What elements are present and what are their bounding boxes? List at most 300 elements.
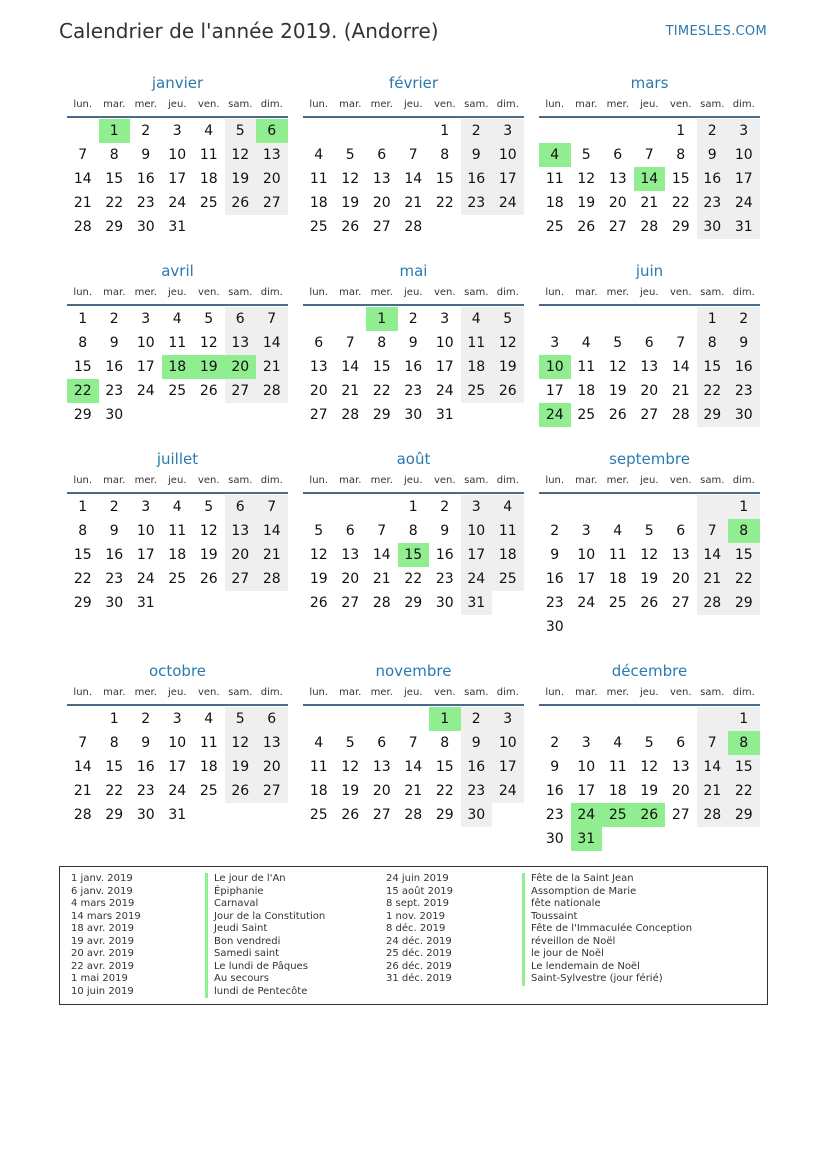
day-cell: 26 bbox=[341, 807, 360, 823]
day-cell: 22 bbox=[728, 567, 760, 591]
empty-cell bbox=[634, 495, 666, 519]
weekday-header bbox=[539, 94, 760, 118]
holiday-cell: 10 bbox=[539, 355, 571, 379]
day-cell: 2 bbox=[408, 311, 418, 327]
day-cell: 21 bbox=[404, 783, 423, 799]
empty-cell bbox=[67, 119, 99, 143]
day-cell: 22 bbox=[435, 195, 454, 211]
empty-cell bbox=[602, 119, 634, 143]
legend-names-right bbox=[522, 873, 692, 986]
legend-date: 8 déc. 2019 bbox=[386, 923, 446, 934]
day-cell: 3 bbox=[172, 711, 182, 727]
empty-cell bbox=[665, 707, 697, 731]
weekday-label: sam. bbox=[464, 287, 489, 298]
day-cell: 6 bbox=[345, 523, 355, 539]
day-cell: 25 bbox=[199, 195, 218, 211]
day-cell: 3 bbox=[581, 523, 591, 539]
legend-holiday-name: Fête de la Saint Jean bbox=[522, 873, 692, 886]
day-cell: 30 bbox=[136, 219, 155, 235]
day-cell: 28 bbox=[372, 595, 391, 611]
legend-holiday-name: Bon vendredi bbox=[205, 936, 325, 949]
day-cell: 27 bbox=[341, 595, 360, 611]
day-cell: 9 bbox=[697, 143, 729, 167]
weekday-label: lun. bbox=[73, 475, 93, 486]
empty-cell bbox=[634, 307, 666, 331]
legend-holiday-name: lundi de Pentecôte bbox=[205, 986, 325, 999]
weekday-label: mer. bbox=[606, 475, 629, 486]
day-cell: 26 bbox=[309, 595, 328, 611]
day-cell: 19 bbox=[608, 383, 627, 399]
day-cell: 4 bbox=[581, 335, 591, 351]
day-cell: 27 bbox=[640, 407, 659, 423]
weekday-label: ven. bbox=[197, 475, 220, 486]
weekday-label: mar. bbox=[575, 687, 598, 698]
holiday-cell: 31 bbox=[571, 827, 603, 851]
legend-date: 4 mars 2019 bbox=[71, 898, 135, 909]
weekday-label: lun. bbox=[309, 99, 329, 110]
empty-cell bbox=[571, 707, 603, 731]
day-cell: 2 bbox=[141, 123, 151, 139]
day-cell: 13 bbox=[256, 731, 288, 755]
day-cell: 4 bbox=[613, 735, 623, 751]
weekday-label: mar. bbox=[575, 475, 598, 486]
day-cell: 26 bbox=[225, 191, 257, 215]
empty-cell bbox=[335, 307, 367, 331]
month-name: avril bbox=[161, 262, 194, 280]
day-cell: 25 bbox=[199, 783, 218, 799]
day-cell: 1 bbox=[440, 123, 450, 139]
empty-cell bbox=[634, 827, 666, 851]
day-cell: 19 bbox=[309, 571, 328, 587]
weekday-label: mar. bbox=[575, 287, 598, 298]
day-cell: 16 bbox=[136, 759, 155, 775]
day-cell: 26 bbox=[640, 595, 659, 611]
weekday-label: mer. bbox=[606, 99, 629, 110]
day-cell: 8 bbox=[109, 147, 119, 163]
day-cell: 7 bbox=[78, 147, 88, 163]
empty-cell bbox=[571, 615, 603, 639]
empty-cell bbox=[256, 803, 288, 827]
empty-cell bbox=[634, 615, 666, 639]
weekday-label: mer. bbox=[606, 287, 629, 298]
empty-cell bbox=[225, 215, 257, 239]
weekday-label: dim. bbox=[496, 475, 519, 486]
day-cell: 9 bbox=[440, 523, 450, 539]
day-cell: 1 bbox=[728, 707, 760, 731]
day-cell: 20 bbox=[671, 783, 690, 799]
day-cell: 17 bbox=[168, 759, 187, 775]
day-cell: 22 bbox=[671, 195, 690, 211]
empty-cell bbox=[366, 707, 398, 731]
empty-cell bbox=[728, 615, 760, 639]
day-cell: 12 bbox=[640, 547, 659, 563]
day-cell: 3 bbox=[141, 311, 151, 327]
month-name: juin bbox=[635, 262, 664, 280]
legend-holiday-name: Saint-Sylvestre (jour férié) bbox=[522, 973, 692, 986]
day-cell: 23 bbox=[728, 379, 760, 403]
day-cell: 20 bbox=[372, 195, 391, 211]
weekday-label: jeu. bbox=[168, 99, 187, 110]
weekday-label: mar. bbox=[339, 687, 362, 698]
empty-cell bbox=[335, 119, 367, 143]
day-cell: 26 bbox=[225, 779, 257, 803]
day-cell: 31 bbox=[136, 595, 155, 611]
weekday-header bbox=[539, 470, 760, 494]
empty-cell bbox=[728, 827, 760, 851]
holiday-cell: 8 bbox=[728, 519, 760, 543]
day-cell: 4 bbox=[172, 499, 182, 515]
empty-cell bbox=[256, 215, 288, 239]
month-name: décembre bbox=[611, 662, 688, 680]
legend-date: 18 avr. 2019 bbox=[71, 923, 134, 934]
day-cell: 24 bbox=[728, 191, 760, 215]
day-cell: 9 bbox=[408, 335, 418, 351]
day-cell: 16 bbox=[136, 171, 155, 187]
empty-cell bbox=[539, 495, 571, 519]
day-cell: 18 bbox=[577, 383, 596, 399]
weekday-label: dim. bbox=[732, 287, 755, 298]
day-cell: 26 bbox=[577, 219, 596, 235]
weekday-header bbox=[303, 682, 524, 706]
day-cell: 28 bbox=[697, 591, 729, 615]
legend-holiday-name: Le lundi de Pâques bbox=[205, 961, 325, 974]
day-cell: 21 bbox=[256, 355, 288, 379]
month-mai bbox=[303, 260, 524, 427]
day-cell: 21 bbox=[256, 543, 288, 567]
day-cell: 20 bbox=[225, 543, 257, 567]
day-grid bbox=[67, 306, 288, 427]
legend-date: 26 déc. 2019 bbox=[386, 960, 452, 972]
weekday-label: dim. bbox=[496, 99, 519, 110]
legend-date: 8 sept. 2019 bbox=[386, 898, 449, 909]
day-grid bbox=[539, 118, 760, 239]
day-cell: 23 bbox=[545, 595, 564, 611]
day-cell: 30 bbox=[728, 403, 760, 427]
day-cell: 24 bbox=[461, 567, 493, 591]
day-cell: 2 bbox=[728, 307, 760, 331]
holiday-cell: 24 bbox=[539, 403, 571, 427]
day-cell: 3 bbox=[141, 499, 151, 515]
day-cell: 11 bbox=[199, 147, 218, 163]
empty-cell bbox=[697, 495, 729, 519]
weekday-header bbox=[303, 282, 524, 306]
legend-holiday-name: Jeudi Saint bbox=[205, 923, 325, 936]
day-cell: 13 bbox=[608, 171, 627, 187]
day-cell: 5 bbox=[225, 119, 257, 143]
day-cell: 25 bbox=[309, 219, 328, 235]
weekday-label: lun. bbox=[309, 687, 329, 698]
day-cell: 4 bbox=[492, 495, 524, 519]
day-cell: 14 bbox=[256, 331, 288, 355]
day-cell: 9 bbox=[461, 731, 493, 755]
month-septembre bbox=[539, 448, 760, 639]
day-grid bbox=[539, 306, 760, 427]
empty-cell bbox=[67, 707, 99, 731]
day-cell: 10 bbox=[168, 735, 187, 751]
holiday-cell: 6 bbox=[256, 119, 288, 143]
legend-holiday-name: Samedi saint bbox=[205, 948, 325, 961]
weekday-label: sam. bbox=[228, 99, 253, 110]
day-cell: 3 bbox=[461, 495, 493, 519]
day-cell: 20 bbox=[372, 783, 391, 799]
day-cell: 4 bbox=[613, 523, 623, 539]
day-cell: 13 bbox=[256, 143, 288, 167]
weekday-label: sam. bbox=[464, 687, 489, 698]
day-cell: 5 bbox=[345, 735, 355, 751]
weekday-header bbox=[67, 282, 288, 306]
day-cell: 31 bbox=[728, 215, 760, 239]
empty-cell bbox=[130, 403, 162, 427]
weekday-label: jeu. bbox=[640, 687, 659, 698]
day-cell: 25 bbox=[545, 219, 564, 235]
day-cell: 28 bbox=[73, 807, 92, 823]
day-cell: 27 bbox=[225, 379, 257, 403]
month-janvier bbox=[67, 72, 288, 239]
day-cell: 21 bbox=[697, 779, 729, 803]
day-cell: 27 bbox=[309, 407, 328, 423]
day-cell: 10 bbox=[577, 759, 596, 775]
day-cell: 30 bbox=[545, 831, 564, 847]
holiday-cell: 20 bbox=[225, 355, 257, 379]
day-cell: 3 bbox=[728, 119, 760, 143]
day-cell: 17 bbox=[435, 359, 454, 375]
weekday-label: mar. bbox=[339, 287, 362, 298]
day-cell: 12 bbox=[309, 547, 328, 563]
day-cell: 27 bbox=[372, 219, 391, 235]
weekday-label: ven. bbox=[433, 687, 456, 698]
empty-cell bbox=[602, 615, 634, 639]
day-cell: 20 bbox=[608, 195, 627, 211]
weekday-label: mer. bbox=[370, 287, 393, 298]
legend-holiday-name: Carnaval bbox=[205, 898, 325, 911]
weekday-label: lun. bbox=[73, 287, 93, 298]
day-cell: 18 bbox=[492, 543, 524, 567]
weekday-label: mer. bbox=[370, 475, 393, 486]
empty-cell bbox=[697, 707, 729, 731]
day-cell: 12 bbox=[608, 359, 627, 375]
day-cell: 23 bbox=[105, 571, 124, 587]
day-cell: 22 bbox=[105, 783, 124, 799]
day-cell: 21 bbox=[671, 383, 690, 399]
day-cell: 9 bbox=[728, 331, 760, 355]
weekday-label: jeu. bbox=[640, 287, 659, 298]
weekday-label: mer. bbox=[134, 99, 157, 110]
day-cell: 3 bbox=[492, 119, 524, 143]
empty-cell bbox=[539, 307, 571, 331]
legend-holiday-name: réveillon de Noël bbox=[522, 936, 692, 949]
weekday-label: ven. bbox=[669, 287, 692, 298]
day-cell: 12 bbox=[199, 335, 218, 351]
empty-cell bbox=[492, 803, 524, 827]
month-name: août bbox=[396, 450, 431, 468]
day-cell: 24 bbox=[136, 571, 155, 587]
day-cell: 19 bbox=[577, 195, 596, 211]
empty-cell bbox=[335, 707, 367, 731]
day-cell: 5 bbox=[314, 523, 324, 539]
day-grid bbox=[303, 706, 524, 827]
holiday-cell: 15 bbox=[398, 543, 430, 567]
day-cell: 24 bbox=[577, 595, 596, 611]
legend-date: 1 mai 2019 bbox=[71, 973, 128, 984]
empty-cell bbox=[539, 119, 571, 143]
month-name: février bbox=[388, 74, 439, 92]
month-name: mai bbox=[399, 262, 428, 280]
day-cell: 13 bbox=[372, 171, 391, 187]
day-cell: 22 bbox=[697, 379, 729, 403]
empty-cell bbox=[665, 615, 697, 639]
day-cell: 24 bbox=[168, 195, 187, 211]
day-cell: 25 bbox=[608, 595, 627, 611]
legend-holiday-name: Assomption de Marie bbox=[522, 886, 692, 899]
day-cell: 10 bbox=[492, 731, 524, 755]
day-cell: 22 bbox=[105, 195, 124, 211]
day-cell: 9 bbox=[550, 547, 560, 563]
day-cell: 15 bbox=[73, 359, 92, 375]
empty-cell bbox=[225, 591, 257, 615]
legend-date: 10 juin 2019 bbox=[71, 985, 134, 997]
empty-cell bbox=[665, 307, 697, 331]
day-cell: 6 bbox=[613, 147, 623, 163]
day-grid bbox=[67, 494, 288, 615]
legend-names-left bbox=[205, 873, 325, 998]
day-cell: 27 bbox=[256, 779, 288, 803]
day-cell: 20 bbox=[640, 383, 659, 399]
day-cell: 16 bbox=[105, 547, 124, 563]
day-cell: 15 bbox=[435, 171, 454, 187]
day-cell: 27 bbox=[671, 595, 690, 611]
day-cell: 2 bbox=[109, 499, 119, 515]
day-cell: 5 bbox=[581, 147, 591, 163]
empty-cell bbox=[303, 707, 335, 731]
day-cell: 29 bbox=[105, 219, 124, 235]
day-cell: 9 bbox=[109, 335, 119, 351]
day-cell: 16 bbox=[404, 359, 423, 375]
weekday-label: mer. bbox=[370, 687, 393, 698]
weekday-label: dim. bbox=[732, 99, 755, 110]
day-cell: 31 bbox=[168, 219, 187, 235]
empty-cell bbox=[492, 591, 524, 615]
month-novembre bbox=[303, 660, 524, 827]
weekday-label: dim. bbox=[260, 99, 283, 110]
day-cell: 16 bbox=[105, 359, 124, 375]
page-title: Calendrier de l'année 2019. (Andorre) bbox=[59, 19, 439, 43]
empty-cell bbox=[193, 403, 225, 427]
day-cell: 31 bbox=[168, 807, 187, 823]
day-cell: 15 bbox=[435, 759, 454, 775]
day-cell: 9 bbox=[141, 147, 151, 163]
empty-cell bbox=[398, 119, 430, 143]
holiday-cell: 1 bbox=[429, 707, 461, 731]
empty-cell bbox=[303, 307, 335, 331]
day-cell: 19 bbox=[492, 355, 524, 379]
day-grid bbox=[303, 118, 524, 239]
legend-date: 1 janv. 2019 bbox=[71, 873, 133, 884]
day-cell: 31 bbox=[461, 591, 493, 615]
day-cell: 19 bbox=[341, 195, 360, 211]
weekday-label: dim. bbox=[732, 475, 755, 486]
day-cell: 5 bbox=[644, 735, 654, 751]
day-cell: 14 bbox=[404, 759, 423, 775]
month-name: mars bbox=[630, 74, 669, 92]
day-cell: 6 bbox=[676, 523, 686, 539]
weekday-label: ven. bbox=[669, 687, 692, 698]
day-cell: 28 bbox=[671, 407, 690, 423]
day-cell: 4 bbox=[172, 311, 182, 327]
month-name: janvier bbox=[151, 74, 204, 92]
weekday-label: sam. bbox=[464, 99, 489, 110]
day-cell: 5 bbox=[644, 523, 654, 539]
day-cell: 8 bbox=[109, 735, 119, 751]
day-cell: 31 bbox=[435, 407, 454, 423]
day-cell: 4 bbox=[204, 123, 214, 139]
day-cell: 2 bbox=[461, 119, 493, 143]
day-cell: 15 bbox=[105, 171, 124, 187]
day-cell: 17 bbox=[577, 571, 596, 587]
weekday-label: jeu. bbox=[168, 475, 187, 486]
day-cell: 15 bbox=[697, 355, 729, 379]
day-cell: 8 bbox=[78, 523, 88, 539]
weekday-label: jeu. bbox=[640, 99, 659, 110]
day-cell: 13 bbox=[372, 759, 391, 775]
holiday-cell: 1 bbox=[366, 307, 398, 331]
day-cell: 26 bbox=[608, 407, 627, 423]
weekday-label: sam. bbox=[228, 687, 253, 698]
day-cell: 29 bbox=[671, 219, 690, 235]
day-cell: 3 bbox=[581, 735, 591, 751]
weekday-label: dim. bbox=[260, 287, 283, 298]
weekday-label: jeu. bbox=[404, 687, 423, 698]
day-cell: 2 bbox=[109, 311, 119, 327]
day-cell: 28 bbox=[404, 219, 423, 235]
legend-holiday-name: Jour de la Constitution bbox=[205, 911, 325, 924]
day-cell: 23 bbox=[136, 783, 155, 799]
day-cell: 12 bbox=[577, 171, 596, 187]
day-cell: 22 bbox=[728, 779, 760, 803]
day-cell: 1 bbox=[697, 307, 729, 331]
empty-cell bbox=[225, 403, 257, 427]
day-cell: 21 bbox=[697, 567, 729, 591]
weekday-label: lun. bbox=[73, 99, 93, 110]
legend-date: 20 avr. 2019 bbox=[71, 948, 134, 959]
holiday-cell: 24 bbox=[571, 803, 603, 827]
day-cell: 16 bbox=[545, 783, 564, 799]
weekday-label: jeu. bbox=[168, 287, 187, 298]
brand-link[interactable]: TIMESLES.COM bbox=[665, 24, 767, 39]
day-cell: 11 bbox=[309, 171, 328, 187]
day-cell: 10 bbox=[461, 519, 493, 543]
weekday-label: dim. bbox=[496, 687, 519, 698]
day-cell: 30 bbox=[105, 595, 124, 611]
day-cell: 7 bbox=[78, 735, 88, 751]
day-cell: 22 bbox=[435, 783, 454, 799]
day-cell: 30 bbox=[435, 595, 454, 611]
day-cell: 15 bbox=[671, 171, 690, 187]
day-cell: 1 bbox=[109, 711, 119, 727]
weekday-label: jeu. bbox=[404, 287, 423, 298]
day-cell: 7 bbox=[697, 519, 729, 543]
day-cell: 11 bbox=[608, 759, 627, 775]
day-cell: 25 bbox=[577, 407, 596, 423]
legend-holiday-name: Le jour de l'An bbox=[205, 873, 325, 886]
day-cell: 30 bbox=[461, 803, 493, 827]
day-cell: 1 bbox=[78, 499, 88, 515]
day-cell: 2 bbox=[550, 523, 560, 539]
month-name: novembre bbox=[375, 662, 452, 680]
weekday-label: lun. bbox=[309, 475, 329, 486]
day-cell: 11 bbox=[168, 523, 187, 539]
day-cell: 19 bbox=[341, 783, 360, 799]
day-cell: 26 bbox=[199, 571, 218, 587]
